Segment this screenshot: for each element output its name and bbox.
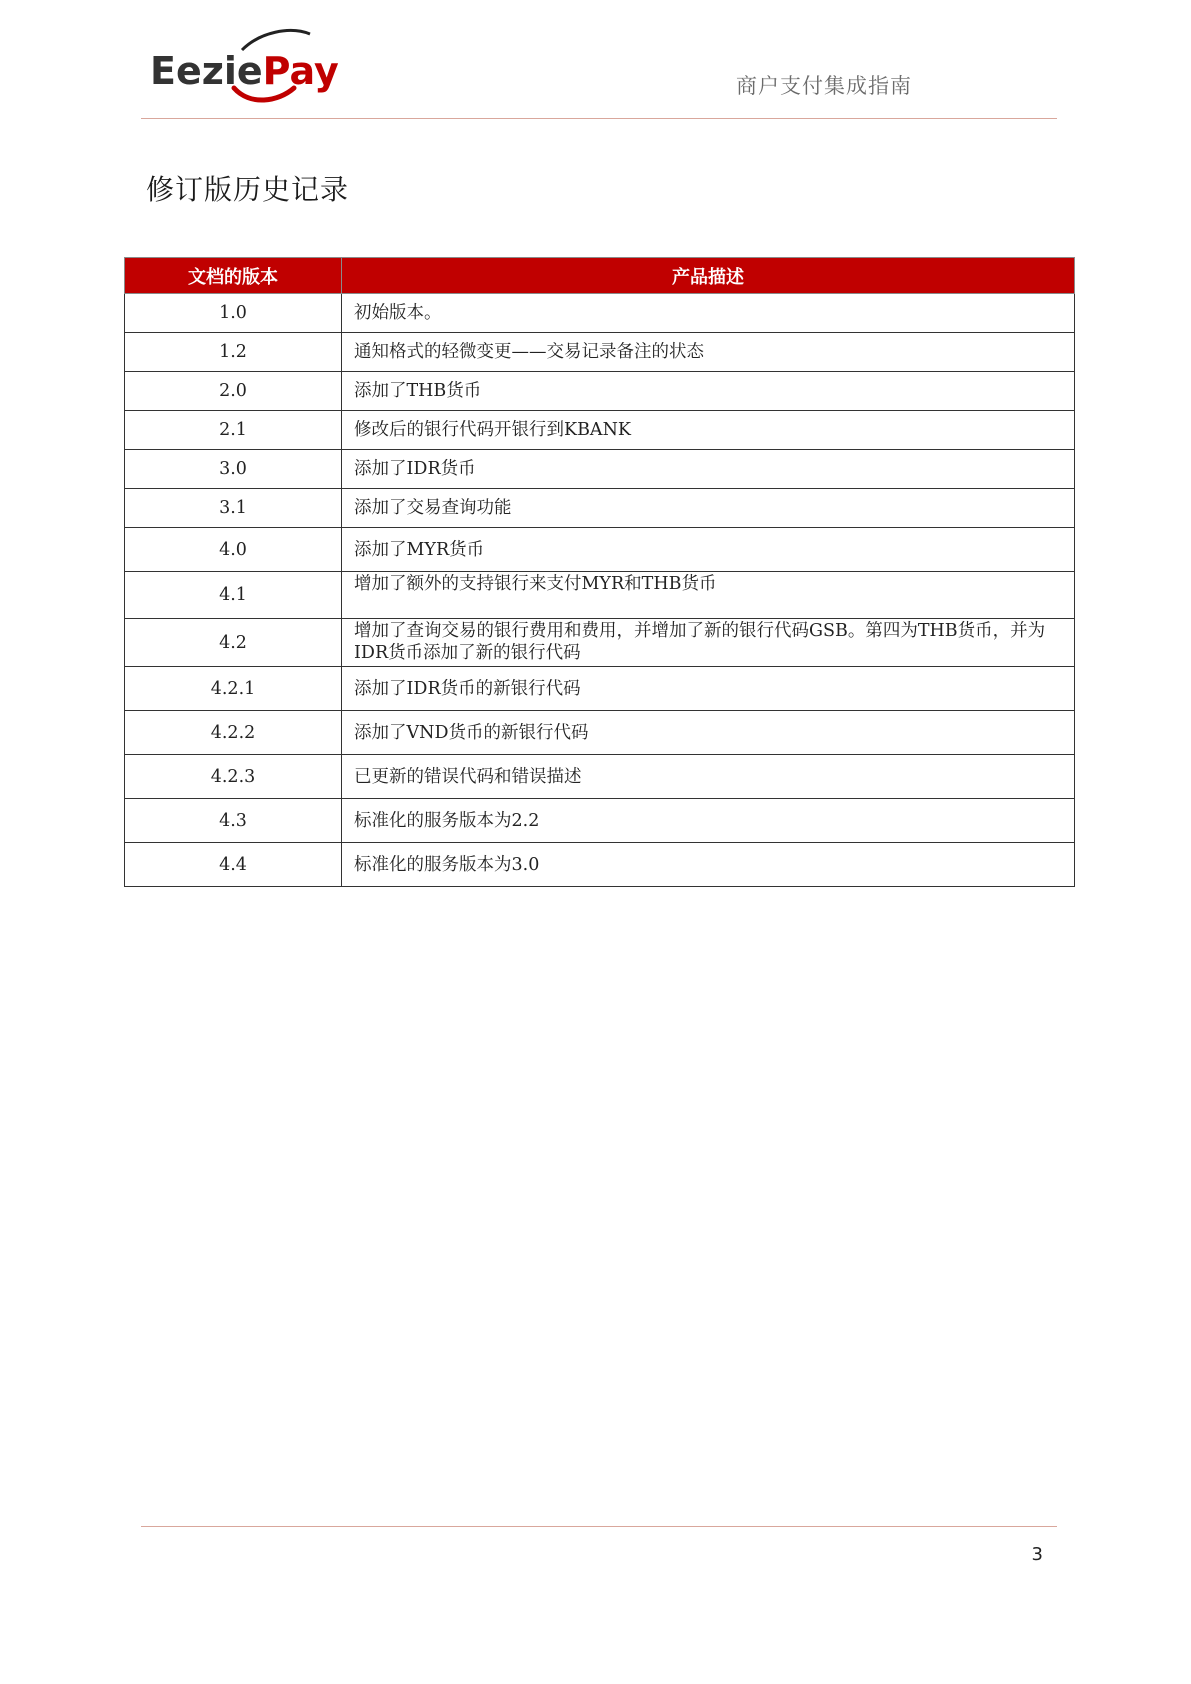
table-row [125,755,1075,799]
description-cell: 添加了MYR货币 [342,528,1075,572]
table-row [125,528,1075,572]
logo-text-red: Pay [262,49,339,93]
table-row [125,333,1075,372]
table-row [125,619,1075,667]
page-number: 3 [1031,1544,1043,1565]
table-row [125,667,1075,711]
version-cell: 4.4 [125,843,342,887]
document-title: 商户支付集成指南 [736,74,912,98]
version-cell: 2.0 [125,372,342,411]
table-row [125,489,1075,528]
column-header-version: 文档的版本 [125,258,342,294]
version-cell: 1.2 [125,333,342,372]
version-cell: 4.2.2 [125,711,342,755]
table-row [125,799,1075,843]
logo-text-dark: Eezie [150,49,263,93]
description-cell: 添加了交易查询功能 [342,489,1075,528]
description-cell: 增加了查询交易的银行费用和费用，并增加了新的银行代码GSB。第四为THB货币，并为IDR货币添加了新的银行代码 [342,619,1075,667]
version-cell: 4.0 [125,528,342,572]
column-header-description: 产品描述 [342,258,1075,294]
description-cell: 初始版本。 [342,294,1075,333]
table-row [125,450,1075,489]
description-cell: 通知格式的轻微变更——交易记录备注的状态 [342,333,1075,372]
table-row [125,843,1075,887]
description-cell: 增加了额外的支持银行来支付MYR和THB货币 [342,572,1075,619]
description-cell: 标准化的服务版本为2.2 [342,799,1075,843]
version-cell: 4.3 [125,799,342,843]
version-cell: 4.2.3 [125,755,342,799]
footer-divider [141,1526,1057,1527]
version-cell: 3.0 [125,450,342,489]
table-row [125,372,1075,411]
description-cell: 添加了IDR货币的新银行代码 [342,667,1075,711]
table-row [125,411,1075,450]
page-heading: 修订版历史记录 [146,173,350,206]
description-cell: 标准化的服务版本为3.0 [342,843,1075,887]
description-cell: 添加了THB货币 [342,372,1075,411]
version-cell: 1.0 [125,294,342,333]
revision-history-table [124,257,1075,887]
table-row [125,294,1075,333]
table-row [125,572,1075,619]
description-cell: 添加了IDR货币 [342,450,1075,489]
table-header-row [125,258,1075,294]
version-cell: 4.1 [125,572,342,619]
description-cell: 已更新的错误代码和错误描述 [342,755,1075,799]
version-cell: 4.2 [125,619,342,667]
version-cell: 3.1 [125,489,342,528]
header-divider [141,118,1057,119]
version-cell: 2.1 [125,411,342,450]
version-cell: 4.2.1 [125,667,342,711]
table-row [125,711,1075,755]
description-cell: 修改后的银行代码开银行到KBANK [342,411,1075,450]
description-cell: 添加了VND货币的新银行代码 [342,711,1075,755]
eeziepay-logo [150,28,340,108]
svg-text:EeziePay [150,49,339,93]
